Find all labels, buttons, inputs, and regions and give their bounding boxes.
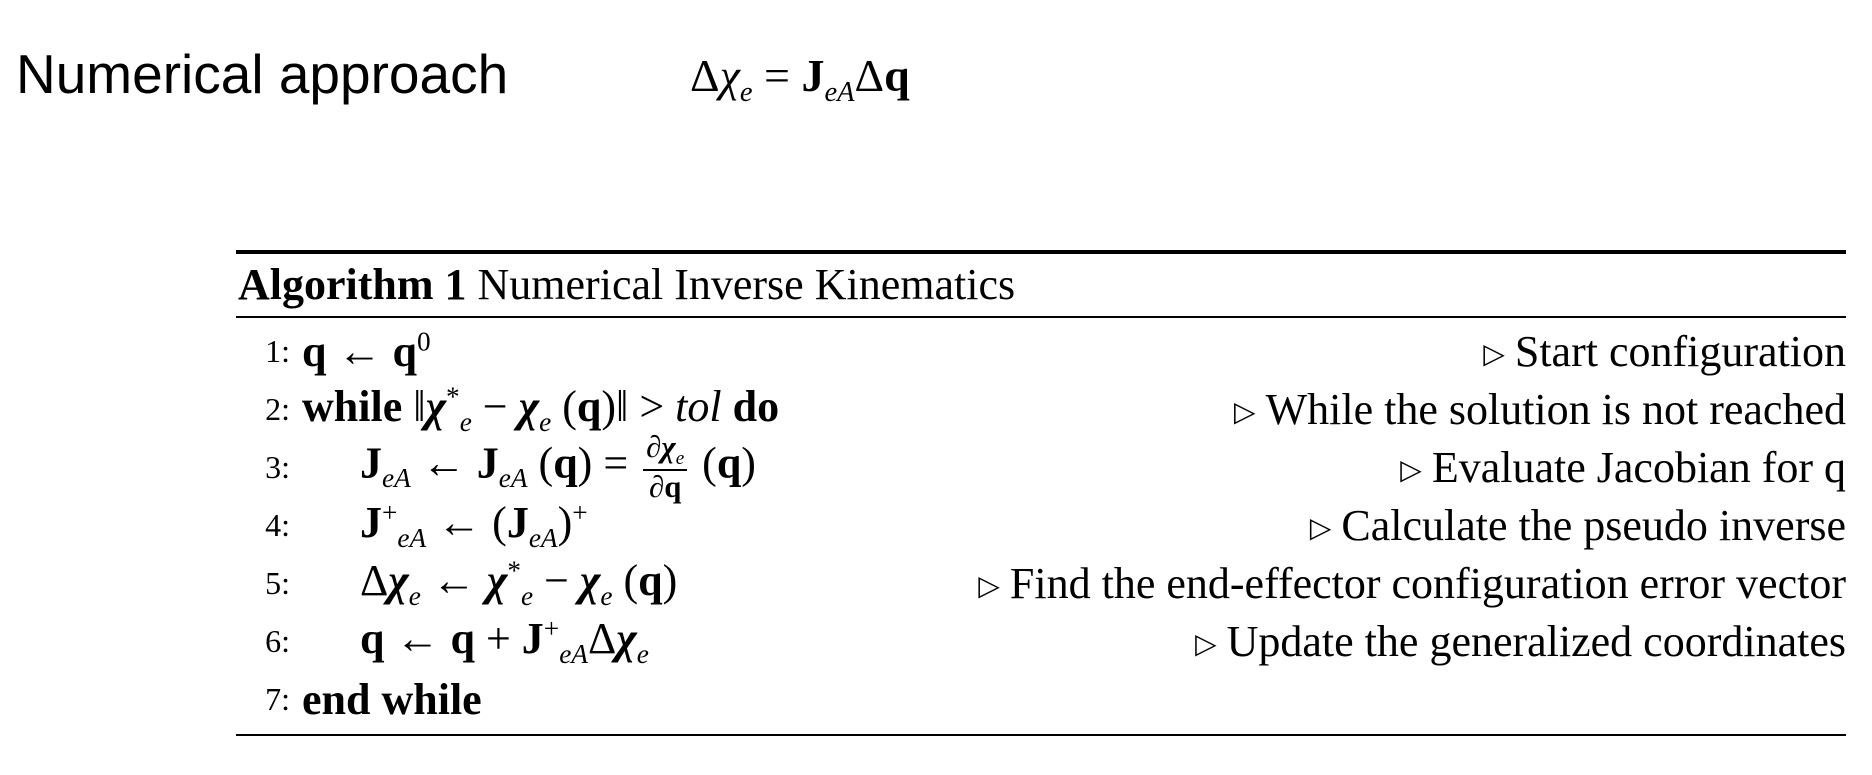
line-comment: ▷ Find the end-effector configuration error vector xyxy=(978,558,1846,608)
line-code: end while xyxy=(302,674,482,724)
comment-triangle-icon: ▷ xyxy=(978,570,1000,602)
algorithm-name: Numerical Inverse Kinematics xyxy=(477,260,1016,309)
comment-triangle-icon: ▷ xyxy=(1400,454,1422,486)
line-number: 2: xyxy=(265,390,290,427)
jacobian-equation: $\Delta\chi_e = J_{eA}\Delta q$ xyxy=(690,50,910,109)
comment-triangle-icon: ▷ xyxy=(1195,628,1217,660)
line-code: q ← $q + J^+_{eA}\Delta\chi_e$ xyxy=(360,612,649,669)
line-number: 5: xyxy=(265,564,290,601)
algorithm-lines xyxy=(236,318,1846,734)
algorithm-caption xyxy=(236,254,1846,316)
line-code: $\Delta\chi_e$ ← $\chi^*_e - \chi_e$ (q) xyxy=(360,554,678,611)
algorithm-line-7 xyxy=(236,670,1846,728)
comment-triangle-icon: ▷ xyxy=(1234,396,1256,428)
line-number: 1: xyxy=(265,332,290,369)
line-code: $J^+_{eA}$ ← $(J_{eA})^+$ xyxy=(360,496,588,553)
line-code: $J_{eA}$ ← $J_{eA}$ (q) = $\frac{\partial\chi_e}{\partial q}$ (q) xyxy=(360,429,756,504)
algorithm-line-1 xyxy=(236,322,1846,380)
comment-triangle-icon: ▷ xyxy=(1483,338,1505,370)
comment-triangle-icon: ▷ xyxy=(1309,512,1332,544)
line-comment: ▷ Start configuration xyxy=(1483,326,1846,376)
algorithm-line-2 xyxy=(236,380,1846,438)
line-number: 3: xyxy=(265,448,290,485)
algorithm-box xyxy=(236,250,1846,736)
line-comment: ▷ Update the generalized coordinates xyxy=(1195,616,1846,666)
algorithm-line-3 xyxy=(236,429,1846,504)
algorithm-line-6 xyxy=(236,612,1846,670)
algorithm-label: Algorithm 1 xyxy=(238,260,467,309)
line-number: 7: xyxy=(265,680,290,717)
line-comment: ▷ While the solution is not reached xyxy=(1234,384,1846,434)
bottom-rule xyxy=(236,734,1846,736)
slide-title: Numerical approach xyxy=(16,43,509,105)
algorithm-line-5 xyxy=(236,554,1846,612)
line-number: 6: xyxy=(265,622,290,659)
line-comment: ▷ Evaluate Jacobian for q xyxy=(1400,442,1846,492)
algorithm-line-4 xyxy=(236,496,1846,554)
line-code: while $‖\chi^*_e - \chi_e$ (q)‖ > tol do xyxy=(302,380,780,437)
partial-fraction: $\frac{\partial\chi_e}{\partial q}$ xyxy=(643,431,687,504)
line-number: 4: xyxy=(265,506,290,543)
line-code: q ← $q^0$ xyxy=(302,325,431,376)
line-comment: ▷ Calculate the pseudo inverse xyxy=(1309,500,1846,550)
